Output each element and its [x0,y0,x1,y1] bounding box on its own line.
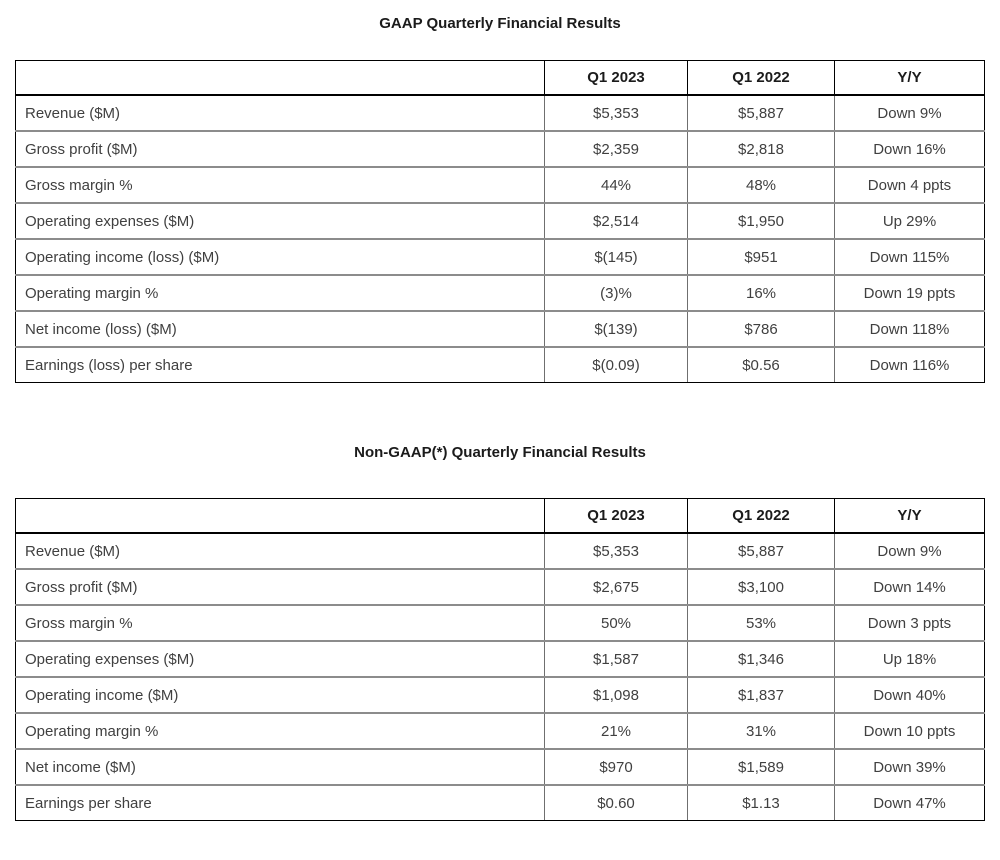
yoy-value-cell: Down 16% [835,131,985,167]
table-row [16,533,985,569]
q1-2022-value-cell: 48% [688,167,835,203]
row-label-cell: Net income ($M) [16,749,545,785]
table-row [16,347,985,383]
row-label-cell: Earnings per share [16,785,545,821]
row-label-cell: Gross margin % [16,167,545,203]
non-gaap-table-title: Non-GAAP(*) Quarterly Financial Results [354,444,646,461]
table-row [16,167,985,203]
q1-2023-value-cell: $5,353 [545,95,688,131]
row-label-cell: Gross margin % [16,605,545,641]
row-label-cell: Operating expenses ($M) [16,203,545,239]
non-gaap-results-table [15,498,985,821]
gaap-results-section [0,0,1000,383]
row-label-cell: Operating income (loss) ($M) [16,239,545,275]
metric-column-header [16,61,545,96]
q1-2022-value-cell: $1,950 [688,203,835,239]
q1-2022-value-cell: $0.56 [688,347,835,383]
q1-2022-value-cell: 16% [688,275,835,311]
yoy-column-header: Y/Y [835,499,985,534]
table-row [16,749,985,785]
row-label-cell: Earnings (loss) per share [16,347,545,383]
table-row [16,569,985,605]
table-row [16,203,985,239]
yoy-value-cell: Down 14% [835,569,985,605]
row-label-cell: Operating margin % [16,275,545,311]
q1-2022-value-cell: $1,346 [688,641,835,677]
table-row [16,785,985,821]
yoy-value-cell: Down 10 ppts [835,713,985,749]
q1-2023-value-cell: $2,359 [545,131,688,167]
non-gaap-results-section [0,383,1000,821]
table-row [16,131,985,167]
q1-2022-value-cell: $786 [688,311,835,347]
q1-2023-value-cell: $(139) [545,311,688,347]
yoy-value-cell: Down 47% [835,785,985,821]
q1-2023-value-cell: $(145) [545,239,688,275]
table-row [16,311,985,347]
header-row [16,61,985,96]
q1-2023-value-cell: 44% [545,167,688,203]
row-label-cell: Gross profit ($M) [16,569,545,605]
q1-2023-value-cell: $(0.09) [545,347,688,383]
table-row [16,275,985,311]
q1-2022-column-header: Q1 2022 [688,61,835,96]
yoy-value-cell: Down 3 ppts [835,605,985,641]
yoy-value-cell: Down 116% [835,347,985,383]
q1-2023-value-cell: $5,353 [545,533,688,569]
q1-2023-column-header: Q1 2023 [545,61,688,96]
table-row [16,713,985,749]
row-label-cell: Operating margin % [16,713,545,749]
row-label-cell: Net income (loss) ($M) [16,311,545,347]
yoy-value-cell: Down 4 ppts [835,167,985,203]
q1-2022-value-cell: 31% [688,713,835,749]
q1-2022-value-cell: $1.13 [688,785,835,821]
yoy-value-cell: Down 9% [835,95,985,131]
gaap-results-table [15,60,985,383]
row-label-cell: Operating expenses ($M) [16,641,545,677]
yoy-value-cell: Up 18% [835,641,985,677]
header-row [16,499,985,534]
table-row [16,239,985,275]
yoy-value-cell: Down 40% [835,677,985,713]
q1-2022-value-cell: $1,837 [688,677,835,713]
q1-2023-value-cell: $1,098 [545,677,688,713]
q1-2023-value-cell: $970 [545,749,688,785]
yoy-value-cell: Down 39% [835,749,985,785]
metric-column-header [16,499,545,534]
row-label-cell: Operating income ($M) [16,677,545,713]
gaap-table-title: GAAP Quarterly Financial Results [379,15,621,32]
q1-2023-column-header: Q1 2023 [545,499,688,534]
row-label-cell: Revenue ($M) [16,533,545,569]
table-row [16,95,985,131]
q1-2022-value-cell: $951 [688,239,835,275]
yoy-value-cell: Up 29% [835,203,985,239]
table-row [16,605,985,641]
yoy-value-cell: Down 9% [835,533,985,569]
q1-2022-value-cell: $2,818 [688,131,835,167]
yoy-value-cell: Down 19 ppts [835,275,985,311]
q1-2023-value-cell: $2,675 [545,569,688,605]
q1-2023-value-cell: $1,587 [545,641,688,677]
q1-2022-value-cell: $5,887 [688,95,835,131]
q1-2023-value-cell: (3)% [545,275,688,311]
q1-2022-column-header: Q1 2022 [688,499,835,534]
table-row [16,677,985,713]
q1-2023-value-cell: $0.60 [545,785,688,821]
q1-2023-value-cell: 21% [545,713,688,749]
q1-2022-value-cell: $3,100 [688,569,835,605]
q1-2022-value-cell: $1,589 [688,749,835,785]
table-row [16,641,985,677]
row-label-cell: Gross profit ($M) [16,131,545,167]
row-label-cell: Revenue ($M) [16,95,545,131]
q1-2023-value-cell: 50% [545,605,688,641]
yoy-value-cell: Down 118% [835,311,985,347]
q1-2022-value-cell: $5,887 [688,533,835,569]
yoy-value-cell: Down 115% [835,239,985,275]
q1-2023-value-cell: $2,514 [545,203,688,239]
yoy-column-header: Y/Y [835,61,985,96]
q1-2022-value-cell: 53% [688,605,835,641]
